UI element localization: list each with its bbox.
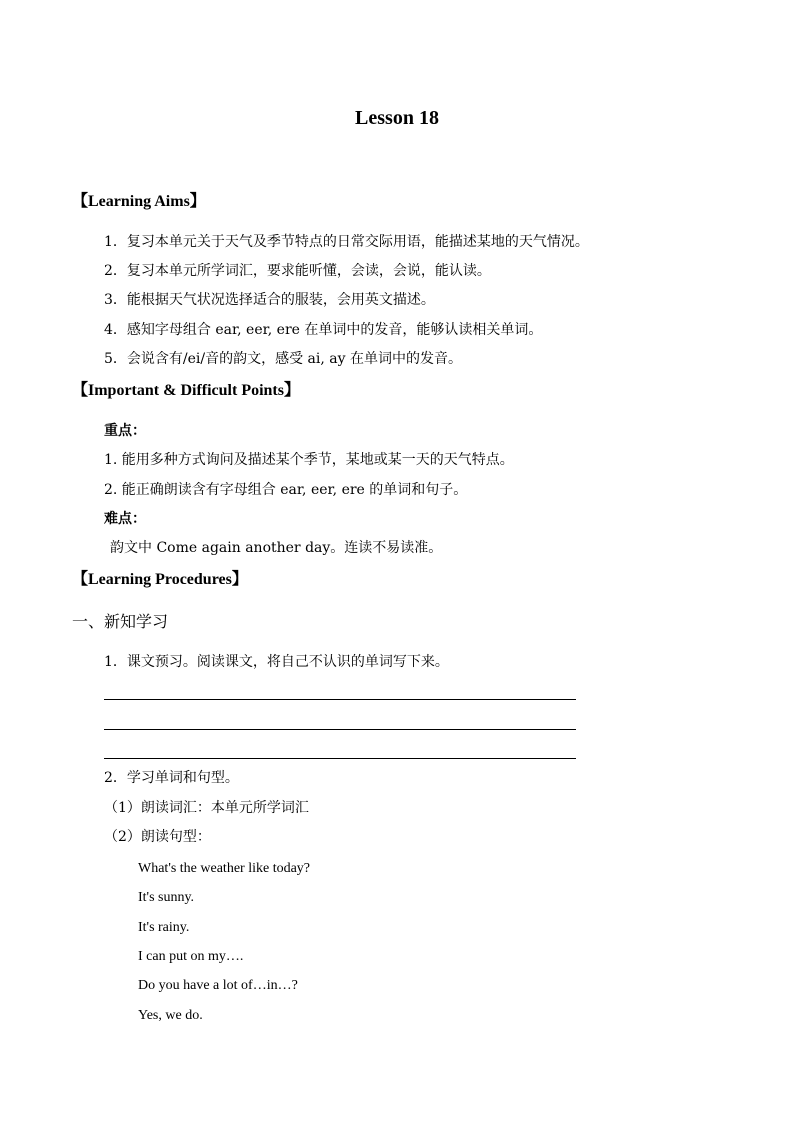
step-one: 1．课文预习。阅读课文，将自己不认识的单词写下来。 [104, 654, 449, 670]
sentence-item: What's the weather like today? [138, 861, 311, 876]
key-point-item: 2. 能正确朗读含有字母组合 ear, eer, ere 的单词和句子。 [104, 482, 468, 498]
learning-aims-heading: 【Learning Aims】 [72, 193, 206, 210]
key-point-item: 1. 能用多种方式询问及描述某个季节，某地或某一天的天气特点。 [104, 452, 514, 468]
page-title: Lesson 18 [355, 107, 439, 129]
aim-item: 4．感知字母组合 ear, eer, ere 在单词中的发音，能够认读相关单词。 [104, 322, 543, 338]
difficult-point-text: 韵文中 Come again another day。连读不易读准。 [110, 540, 443, 556]
sentence-item: Yes, we do. [138, 1008, 203, 1023]
aim-item: 3．能根据天气状况选择适合的服装，会用英文描述。 [104, 292, 435, 308]
sub-step-vocabulary: （1）朗读词汇：本单元所学词汇 [104, 800, 309, 816]
sentence-item: It's rainy. [138, 920, 190, 935]
step-two: 2．学习单词和句型。 [104, 770, 239, 786]
key-points-label: 重点： [104, 423, 146, 439]
answer-line [104, 729, 576, 730]
difficult-points-label: 难点： [104, 511, 146, 527]
important-points-heading: 【Important & Difficult Points】 [72, 382, 300, 399]
sentence-item: It's sunny. [138, 890, 195, 905]
answer-line [104, 758, 576, 759]
answer-line [104, 699, 576, 700]
sentence-item: I can put on my…. [138, 949, 244, 964]
section-title: 一、新知学习 [72, 612, 169, 631]
sub-step-sentences: （2）朗读句型： [104, 829, 211, 845]
sentence-item: Do you have a lot of…in…? [138, 978, 298, 993]
learning-procedures-heading: 【Learning Procedures】 [72, 571, 248, 588]
aim-item: 2．复习本单元所学词汇，要求能听懂，会读，会说，能认读。 [104, 263, 491, 279]
aim-item: 1．复习本单元关于天气及季节特点的日常交际用语，能描述某地的天气情况。 [104, 234, 589, 250]
aim-item: 5．会说含有/ei/音的韵文，感受 ai, ay 在单词中的发音。 [104, 351, 462, 367]
